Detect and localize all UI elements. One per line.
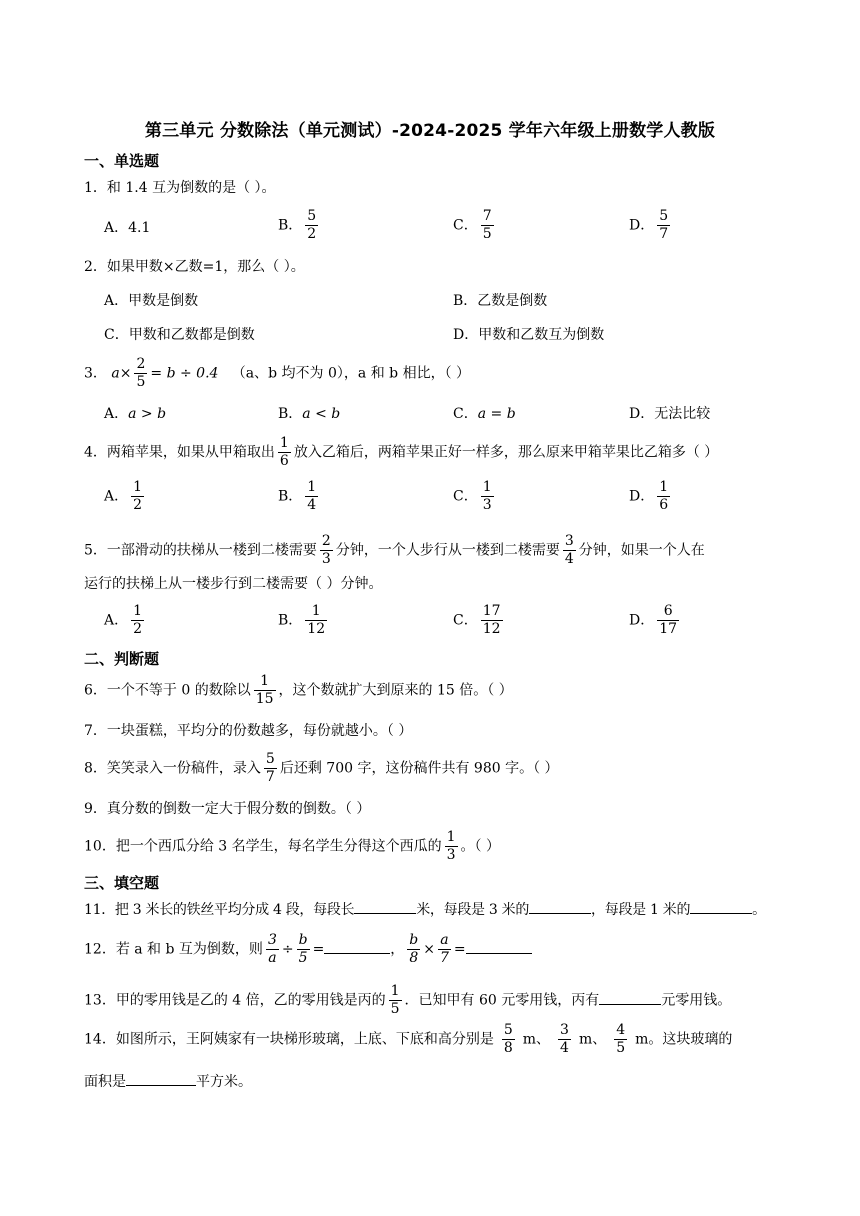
question-4-option-c: C． $\frac{1}{3}$ — [453, 479, 492, 513]
question-2-option-d: D．甲数和乙数互为倒数 — [453, 327, 605, 343]
question-5-text-line2: 运行的扶梯上从一楼步行到二楼需要（ ）分钟。 — [84, 576, 383, 592]
question-1-option-c: C． $\frac{7}{5}$ — [453, 208, 492, 242]
question-1-text: 1．和 1.4 互为倒数的是（ ）。 — [84, 180, 276, 196]
question-10-text: 10．把一个西瓜分给 3 名学生，每名学生分得这个西瓜的 $\frac{1}{3}$ 。（ ） — [84, 829, 500, 863]
answer-blank[interactable] — [324, 939, 390, 954]
question-2-text: 2．如果甲数×乙数=1，那么（ ）。 — [84, 259, 305, 275]
page-title: 第三单元 分数除法（单元测试）-2024-2025 学年六年级上册数学人教版 — [144, 121, 716, 141]
question-13-text: 13．甲的零用钱是乙的 4 倍，乙的零用钱是丙的 $\frac{1}{5}$ ．已知甲有 60 元零用钱，丙有 元零用钱。 — [84, 983, 732, 1017]
question-5-option-d: D． $\frac{6}{17}$ — [629, 603, 678, 637]
answer-blank[interactable] — [126, 1071, 196, 1086]
question-2-option-b: B．乙数是倒数 — [453, 293, 548, 309]
question-5-text: 5．一部滑动的扶梯从一楼到二楼需要 $\frac{2}{3}$ 分钟，一个人步行从一楼到二楼需要 $\frac{3}{4}$ 分钟，如果一个人在 — [84, 533, 705, 567]
question-2-option-a: A．甲数是倒数 — [104, 293, 199, 309]
answer-blank[interactable] — [690, 899, 752, 914]
question-1-option-b: B． $\frac{5}{2}$ — [278, 208, 317, 242]
question-1-option-a: A．4.1 — [104, 220, 151, 236]
question-9-text: 9．真分数的倒数一定大于假分数的倒数。（ ） — [84, 801, 371, 817]
answer-blank[interactable] — [466, 939, 532, 954]
question-6-text: 6．一个不等于 0 的数除以 $\frac{1}{15}$ ，这个数就扩大到原来的 15 倍。（ ） — [84, 673, 513, 707]
answer-blank[interactable] — [529, 899, 591, 914]
question-4-option-a: A． $\frac{1}{2}$ — [104, 479, 143, 513]
question-3-option-c: C．a = b — [453, 406, 516, 422]
question-3-option-b: B．a < b — [278, 406, 341, 422]
question-4-text: 4．两箱苹果，如果从甲箱取出 $\frac{1}{6}$ 放入乙箱后，两箱苹果正好一样多，那么原来甲箱苹果比乙箱多（ ） — [84, 435, 719, 469]
question-4-option-d: D． $\frac{1}{6}$ — [629, 479, 669, 513]
question-5-option-c: C． $\frac{17}{12}$ — [453, 603, 501, 637]
question-1-option-d: D． $\frac{5}{7}$ — [629, 208, 669, 242]
question-5-option-a: A． $\frac{1}{2}$ — [104, 603, 143, 637]
question-2-option-c: C．甲数和乙数都是倒数 — [104, 327, 255, 343]
question-3-option-a: A．a > b — [104, 406, 167, 422]
question-12-text: 12．若 a 和 b 互为倒数，则 $\frac{3}{a}$ ÷ $\frac{b}{5}$ = ， $\frac{b}{8}$ × $\frac{a}{7}$ = — [84, 932, 532, 967]
question-5-option-b: B． $\frac{1}{12}$ — [278, 603, 326, 637]
section-heading-single-choice: 一、单选题 — [84, 152, 160, 170]
question-4-option-b: B． $\frac{1}{4}$ — [278, 479, 317, 513]
question-8-text: 8．笑笑录入一份稿件，录入 $\frac{5}{7}$ 后还剩 700 字，这份稿件共有 980 字。（ ） — [84, 751, 559, 785]
question-14-text: 14．如图所示，王阿姨家有一块梯形玻璃，上底、下底和高分别是 $\frac{5}{8}$ m、 $\frac{3}{4}$ m、 $\frac{4}{5}$ m。这块玻璃的 — [84, 1022, 733, 1056]
question-3-option-d: D．无法比较 — [629, 406, 711, 422]
question-7-text: 7．一块蛋糕，平均分的份数越多，每份就越小。（ ） — [84, 723, 413, 739]
question-3-text: 3． a× $\frac{2}{5}$ = b ÷ 0.4 （a、b 均不为 0），a 和 b 相比，（ ） — [84, 356, 471, 390]
question-14-text-line2: 面积是 平方米。 — [84, 1071, 252, 1092]
section-heading-fill-blank: 三、填空题 — [84, 874, 160, 892]
section-heading-true-false: 二、判断题 — [84, 650, 160, 668]
answer-blank[interactable] — [354, 899, 416, 914]
answer-blank[interactable] — [599, 990, 661, 1005]
question-11-text: 11．把 3 米长的铁丝平均分成 4 段，每段长 米，每段是 3 米的 ，每段是 1 米的 。 — [84, 899, 766, 920]
